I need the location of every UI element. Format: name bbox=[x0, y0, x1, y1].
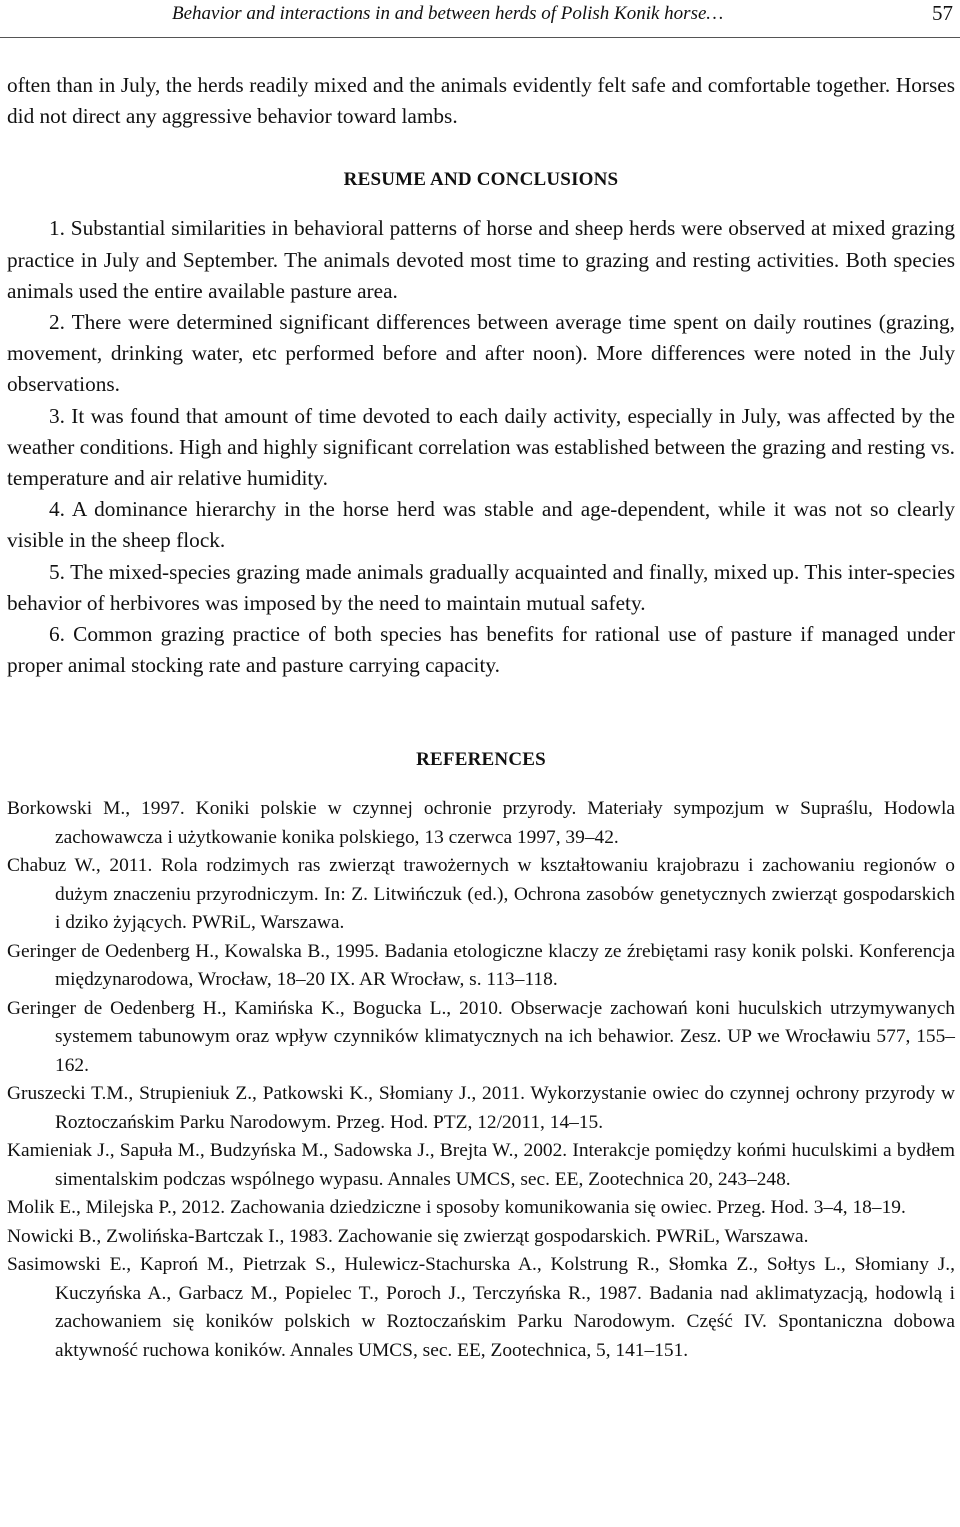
conclusions-list bbox=[7, 213, 955, 681]
reference-item: Kamieniak J., Sapuła M., Budzyńska M., Sadowska J., Brejta W., 2002. Interakcje pomiędzy końmi huculskimi a bydłem simentalskim podczas wspólnego wypasu. Annales UMCS, sec. EE, Zootechnica 20, 243–248. bbox=[7, 1140, 955, 1190]
references-heading: REFERENCES bbox=[416, 749, 546, 771]
reference-item: Borkowski M., 1997. Koniki polskie w czynnej ochronie przyrody. Materiały sympozjum w Supraślu, Hodowla zachowawcza i użytkowanie konika polskiego, 13 czerwca 1997, 39–42. bbox=[7, 798, 955, 848]
conclusion-item: 5. The mixed-species grazing made animals gradually acquainted and finally, mixed up. This inter-species behavior of herbivores was imposed by the need to maintain mutual safety. bbox=[7, 559, 955, 615]
conclusion-item: 3. It was found that amount of time devoted to each daily activity, especially in July, was affected by the weather conditions. High and highly significant correlation was established between the grazing and resting vs. temperature and air relative humidity. bbox=[7, 403, 955, 491]
page-number: 57 bbox=[932, 1, 953, 25]
references-list bbox=[7, 795, 955, 1365]
conclusions-heading: RESUME AND CONCLUSIONS bbox=[343, 169, 619, 191]
conclusion-item: 4. A dominance hierarchy in the horse herd was stable and age-dependent, while it was not so clearly visible in the sheep flock. bbox=[7, 497, 955, 553]
reference-item: Nowicki B., Zwolińska-Bartczak I., 1983. Zachowanie się zwierząt gospodarskich. PWRiL, Warszawa. bbox=[7, 1225, 809, 1247]
page-content bbox=[7, 70, 955, 1365]
reference-item: Chabuz W., 2011. Rola rodzimych ras zwierząt trawożernych w kształtowaniu krajobrazu i zachowaniu regionów o dużym znaczeniu przyrodniczym. In: Z. Litwińczuk (ed.), Ochrona zasobów genetycznych zwierząt gospodarskich i dziko żyjących. PWRiL, Warszawa. bbox=[7, 855, 955, 934]
conclusion-item: 1. Substantial similarities in behavioral patterns of horse and sheep herds were observed at mixed grazing practice in July and September. The animals devoted most time to grazing and resting activities. Both species animals used the entire available pasture area. bbox=[7, 216, 955, 303]
reference-item: Sasimowski E., Kaproń M., Pietrzak S., Hulewicz-Stachurska A., Kolstrung R., Słomka Z., Sołtys L., Słomiany J., Kuczyńska A., Garbacz M., Popielec T., Poroch J., Terczyńska R., 1987. Badania nad aklimatyzacją, hodowlą i zachowaniem się koników polskich w Roztoczańskim Parku Narodowym. Część IV. Spontaniczna dobowa aktywność ruchowa koników. Annales UMCS, sec. EE, Zootechnica, 5, 141–151. bbox=[7, 1254, 955, 1361]
reference-item: Gruszecki T.M., Strupieniuk Z., Patkowski K., Słomiany J., 2011. Wykorzystanie owiec do czynnej ochrony przyrody w Roztoczańskim Parku Narodowym. Przeg. Hod. PTZ, 12/2011, 14–15. bbox=[7, 1083, 955, 1133]
conclusion-item: 6. Common grazing practice of both species has benefits for rational use of pasture if managed under proper animal stocking rate and pasture carrying capacity. bbox=[7, 622, 955, 678]
reference-item: Molik E., Milejska P., 2012. Zachowania dziedziczne i sposoby komunikowania się owiec. Przeg. Hod. 3–4, 18–19. bbox=[7, 1197, 906, 1219]
running-title: Behavior and interactions in and between herds of Polish Konik horse… bbox=[172, 3, 724, 24]
page-header bbox=[0, 0, 960, 38]
intro-paragraph: often than in July, the herds readily mixed and the animals evidently felt safe and comfortable together. Horses did not direct any aggressive behavior toward lambs. bbox=[7, 73, 955, 129]
reference-item: Geringer de Oedenberg H., Kowalska B., 1995. Badania etologiczne klaczy ze źrebiętami rasy konik polski. Konferencja międzynarodowa, Wrocław, 18–20 IX. AR Wrocław, s. 113–118. bbox=[7, 940, 955, 991]
reference-item: Geringer de Oedenberg H., Kamińska K., Bogucka L., 2010. Obserwacje zachowań koni huculskich utrzymywanych systemem tabunowym oraz wpływ czynników klimatycznych na ich behawior. Zesz. UP we Wrocławiu 577, 155–162. bbox=[7, 997, 955, 1076]
conclusion-item: 2. There were determined significant differences between average time spent on daily routines (grazing, movement, drinking water, etc performed before and after noon). More differences were noted in the July observations. bbox=[7, 310, 955, 397]
